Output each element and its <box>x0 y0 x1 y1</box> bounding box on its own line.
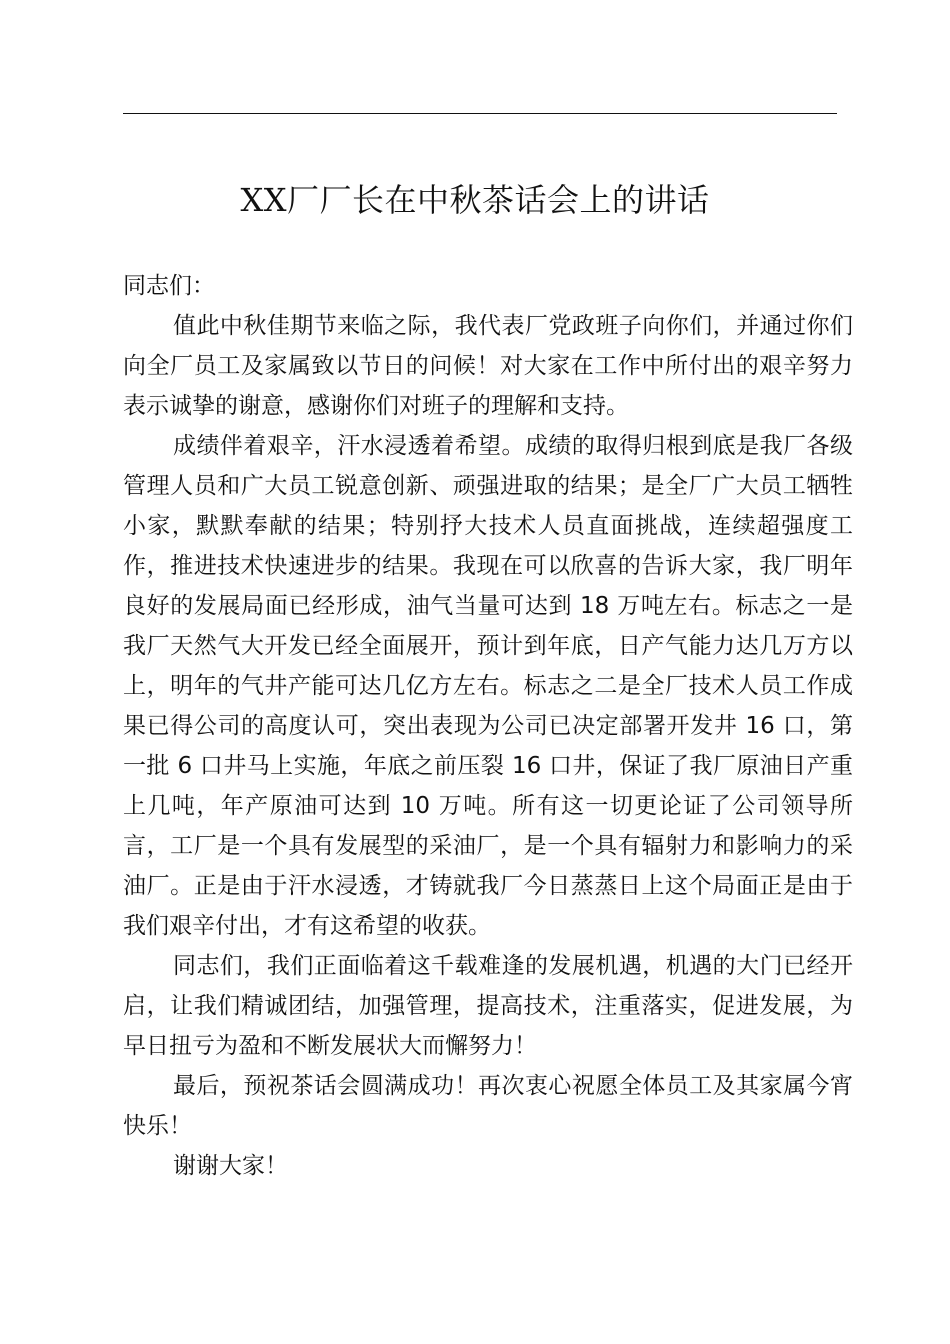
paragraph-call-to-action: 同志们，我们正面临着这千载难逢的发展机遇，机遇的大门已经开启，让我们精诚团结，加强管理，提高技术，注重落实，促进发展，为早日扭亏为盈和不断发展状大而懈努力！ <box>123 953 853 1059</box>
paragraph-achievements: 成绩伴着艰辛，汗水浸透着希望。成绩的取得归根到底是我厂各级管理人员和广大员工锐意创新、顽强进取的结果；是全厂广大员工牺牲小家，默默奉献的结果；特别抒大技术人员直面挑战，连续超强度工作，推进技术快速进步的结果。我现在可以欣喜的告诉大家，我厂明年良好的发展局面已经形成，油气当量可达到 18 万吨左右。标志之一是我厂天然气大开发已经全面展开，预计到年底，日产气能力达几万方以上，明年的气井产能可达几亿方左右。标志之二是全厂技术人员工作成果已得公司的高度认可，突出表现为公司已决定部署开发井 16 口，第一批 6 口井马上实施，年底之前压裂 16 口井，保证了我厂原油日产重上几吨，年产原油可达到 10 万吨。所有这一切更论证了公司领导所言，工厂是一个具有发展型的采油厂，是一个具有辐射力和影响力的采油厂。正是由于汗水浸透，才铸就我厂今日蒸蒸日上这个局面正是由于我们艰辛付出，才有这希望的收获。 <box>123 433 853 939</box>
paragraph-greeting: 值此中秋佳期节来临之际，我代表厂党政班子向你们，并通过你们向全厂员工及家属致以节日的问候！对大家在工作中所付出的艰辛努力表示诚挚的谢意，感谢你们对班子的理解和支持。 <box>123 313 853 419</box>
salutation: 同志们： <box>123 273 215 299</box>
paragraph-closing-wishes: 最后，预祝茶话会圆满成功！再次衷心祝愿全体员工及其家属今宵快乐！ <box>123 1073 853 1139</box>
paragraph-thanks: 谢谢大家！ <box>173 1153 288 1179</box>
document-title: XX厂厂长在中秋茶话会上的讲话 <box>240 181 710 219</box>
header-rule <box>123 113 837 114</box>
document-body <box>123 266 853 1186</box>
